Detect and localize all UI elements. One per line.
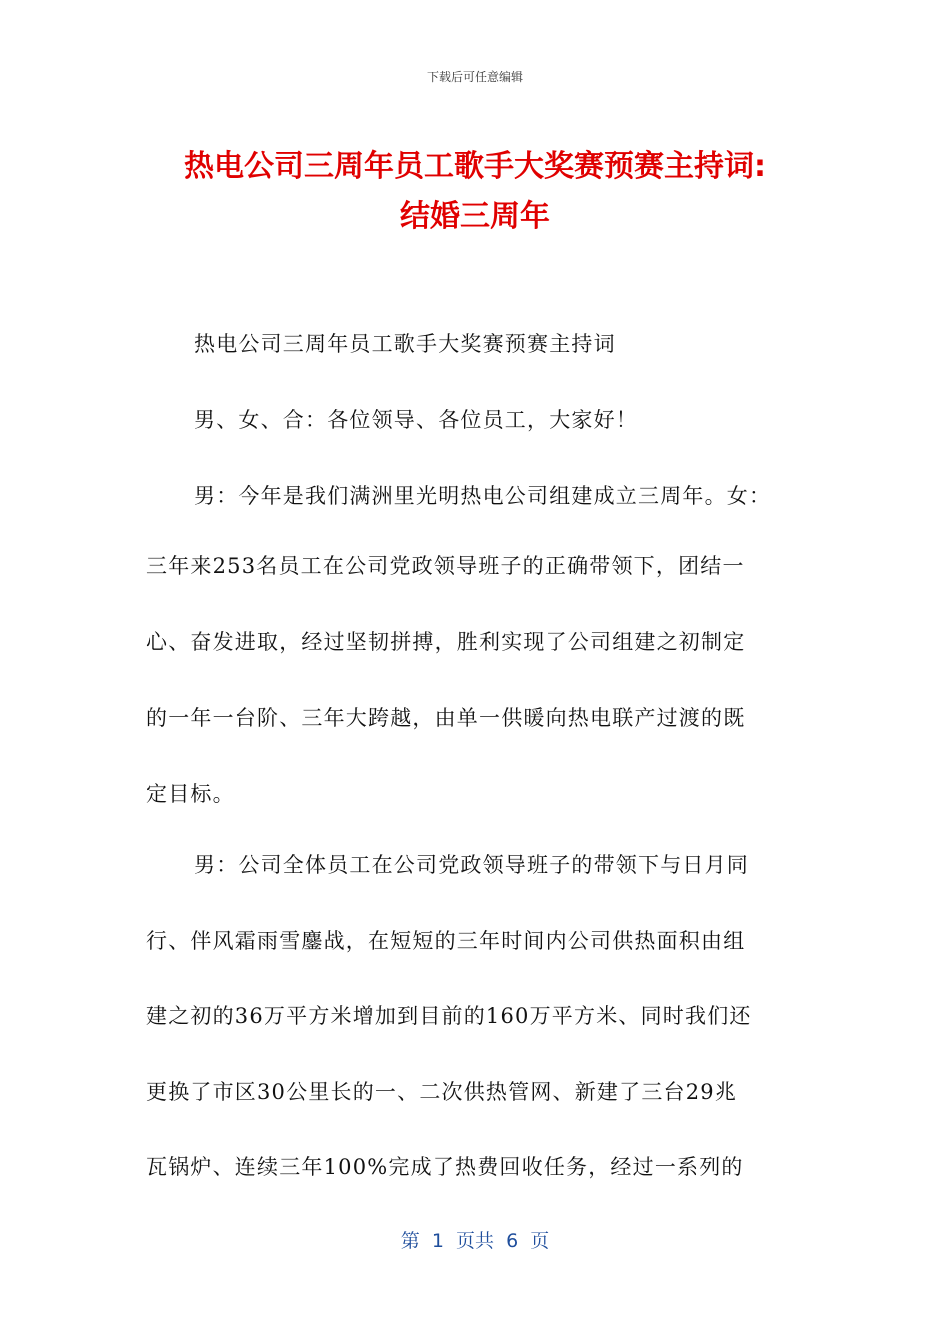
title-line-1: 热电公司三周年员工歌手大奖赛预赛主持词: [184, 149, 766, 184]
paragraph-line: 行、伴风霜雨雪鏖战，在短短的三年时间内公司供热面积由组 [146, 929, 746, 953]
paragraph-line: 男、女、合：各位领导、各位员工，大家好！ [194, 408, 638, 432]
paragraph-line: 热电公司三周年员工歌手大奖赛预赛主持词 [194, 332, 616, 356]
paragraph-line: 定目标。 [146, 782, 235, 806]
paragraph-line: 更换了市区30公里长的一、二次供热管网、新建了三台29兆 [146, 1080, 738, 1104]
paragraph-line: 男：公司全体员工在公司党政领导班子的带领下与日月同 [194, 853, 749, 877]
title-line-2: 结婚三周年 [400, 199, 550, 234]
paragraph-line: 建之初的36万平方米增加到目前的160万平方米、同时我们还 [146, 1004, 752, 1028]
header-note: 下载后可任意编辑 [426, 70, 523, 84]
document-title [100, 142, 850, 242]
paragraph-line: 心、奋发进取，经过坚韧拼搏，胜利实现了公司组建之初制定 [146, 630, 746, 654]
page-number: 第 1 页共 6 页 [400, 1230, 550, 1252]
paragraph-line: 三年来253名员工在公司党政领导班子的正确带领下，团结一 [146, 554, 745, 578]
paragraph-line: 的一年一台阶、三年大跨越，由单一供暖向热电联产过渡的既 [146, 706, 746, 730]
paragraph-line: 男：今年是我们满洲里光明热电公司组建成立三周年。女： [194, 484, 772, 508]
paragraph-line: 瓦锅炉、连续三年100%完成了热费回收任务，经过一系列的 [146, 1155, 744, 1179]
